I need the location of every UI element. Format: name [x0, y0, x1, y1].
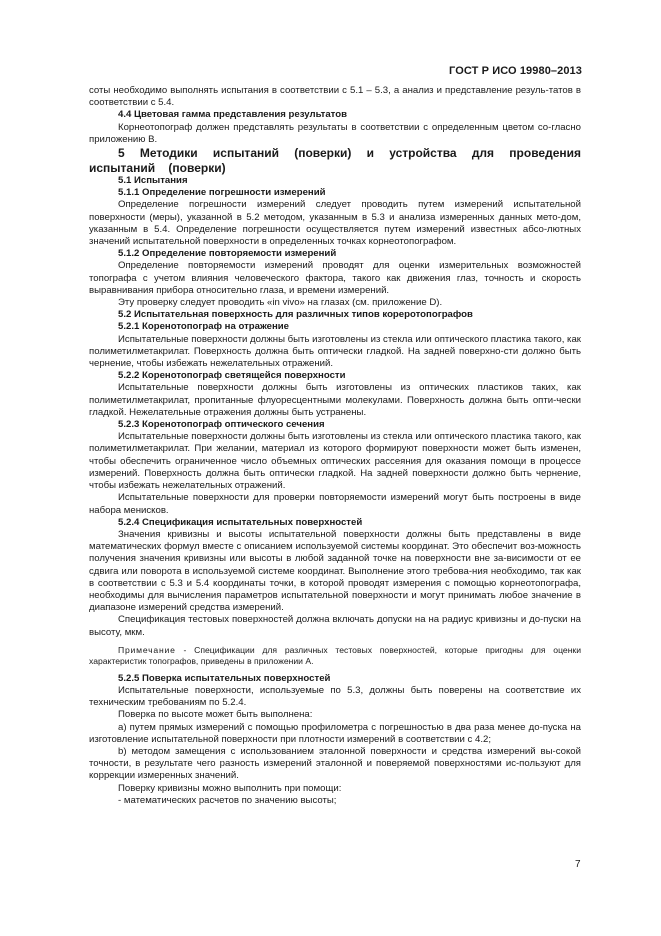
- subsection-heading: 5.1.1 Определение погрешности измерений: [118, 187, 326, 199]
- body-paragraph: Испытательные поверхности для проверки повторяемости измерений могут быть построены в виде набора менисков.: [89, 492, 581, 516]
- body-paragraph: Испытательные поверхности, используемые по 5.3, должны быть поверены на соответствие их техническим требованиям по 5.2.4.: [89, 684, 581, 709]
- subsection-heading: 5.1.2 Определение повторяемости измерений: [118, 248, 337, 260]
- body-paragraph: b) методом замещения с использованием эталонной поверхности и средства измерений вы-сокой точности, в результате чего разность измерений эталонной и поверяемой поверхностями ис-пользуют для коррекции измеренных значений.: [89, 745, 581, 782]
- body-paragraph: Определение погрешности измерений следует проводить путем измерений испытательной поверхности (меры), указанной в 5.2 методом, указанным в 5.3 и анализа измеренных данных мето-дом, указанным в 5.4. Определение погрешности осуществляется путем измерений известных абсо-лютных значений испытательной поверхности в определенных точках корнеотопографом.: [89, 199, 581, 248]
- subsection-heading: 5.2.3 Коренотопограф оптического сечения: [118, 419, 325, 431]
- body-paragraph: Спецификация тестовых поверхностей должна включать допуски на на радиус кривизны и до-пуски на высоту, мкм.: [89, 614, 581, 638]
- body-paragraph: соты необходимо выполнять испытания в соответствии с 5.1 – 5.3, а анализ и представление резуль-татов в соответствии с 5.4.: [89, 85, 581, 109]
- subsection-heading: 5.2.2 Коренотопограф светящейся поверхности: [118, 370, 346, 382]
- note-paragraph: [89, 645, 581, 667]
- page-number: 7: [575, 859, 581, 870]
- subsection-heading: 5.1 Испытания: [118, 175, 188, 187]
- body-paragraph: Поверка по высоте может быть выполнена:: [118, 709, 313, 721]
- body-paragraph: Испытательные поверхности должны быть изготовлены из стекла или оптического пластика такого, как полиметилметакрилат. При желании, материал из которого формируют поверхности может быть изменен, чтобы обеспечить ограниченное число объемных оптических рассеяния для оказания помощи в процессе измерений. Поверхность должна быть оптически гладкой. На задней поверхности должно быть чернение, чтобы избежать нежелательных отражений.: [89, 431, 581, 492]
- body-paragraph: Значения кривизны и высоты испытательной поверхности должны быть представлены в виде математических формул вместе с описанием используемой системы координат. Это обеспечит воз-можность получения значения кривизны или высоты в любой заданной точке на поверхности вне за-висимости от ее сдвига или поворота в используемой системе координат. Выполнение этого требова-ния необходимо, так как в соответствии с 5.3 и 5.4 координаты точки, в которой проводят измерения с помощью корнеотопографа, необходимы для вычисления параметров испытательной поверхности и могут принимать любое значение в диапазоне измерений средства измерений.: [89, 528, 581, 614]
- note-text: - Спецификации для различных тестовых поверхностей, которые пригодны для оценки характеристик топографов, приведены в приложении А.: [89, 644, 581, 666]
- body-paragraph: Поверку кривизны можно выполнить при помощи:: [118, 782, 342, 794]
- body-paragraph: Испытательные поверхности должны быть изготовлены из стекла или оптического пластика такого, как полиметилметакрилат. Поверхность должна быть оптически гладкой. На задней поверхно-сти должно быть чернение, чтобы избежать нежелательных отражений.: [89, 333, 581, 370]
- body-paragraph: Корнеотопограф должен представлять результаты в соответствии с определенным цветом со-гласно приложению В.: [89, 121, 581, 145]
- subsection-heading: 5.2.5 Поверка испытательных поверхностей: [118, 672, 331, 684]
- body-paragraph: Испытательные поверхности должны быть изготовлены из оптических пластиков таких, как полиметилметакрилат, пропитанные флуоресцентными молекулами. Поверхность должна быть опти-чески гладкой. Нежелательные отражения должны быть устранены.: [89, 382, 581, 418]
- section-heading: 5 Методики испытаний (поверки) и устройства для проведения испытаний (поверки): [89, 146, 581, 175]
- body-paragraph: Эту проверку следует проводить «in vivo» на глазах (см. приложение D).: [118, 297, 443, 309]
- document-body: [89, 85, 581, 807]
- note-label: Примечание: [118, 644, 176, 655]
- subsection-heading: 5.2 Испытательная поверхность для различных типов кореротопографов: [118, 309, 473, 321]
- subsection-heading: 4.4 Цветовая гамма представления результатов: [118, 109, 347, 121]
- document-code-header: ГОСТ Р ИСО 19980–2013: [449, 65, 582, 77]
- body-paragraph: Определение повторяемости измерений проводят для оценки измерительных возможностей топографа с учетом влияния человеческого фактора, такого как движения глаз, точность и скорость выравнивания прибора относительно глаза, и времени измерений.: [89, 260, 581, 296]
- body-paragraph: - математических расчетов по значению высоты;: [118, 794, 337, 806]
- subsection-heading: 5.2.1 Коренотопограф на отражение: [118, 321, 290, 333]
- subsection-heading: 5.2.4 Спецификация испытательных поверхностей: [118, 516, 363, 528]
- body-paragraph: а) путем прямых измерений с помощью профилометра с погрешностью в два раза менее до-пуска на изготовление испытательной поверхности при плотности измерений в соответствии с 4.2;: [89, 721, 581, 745]
